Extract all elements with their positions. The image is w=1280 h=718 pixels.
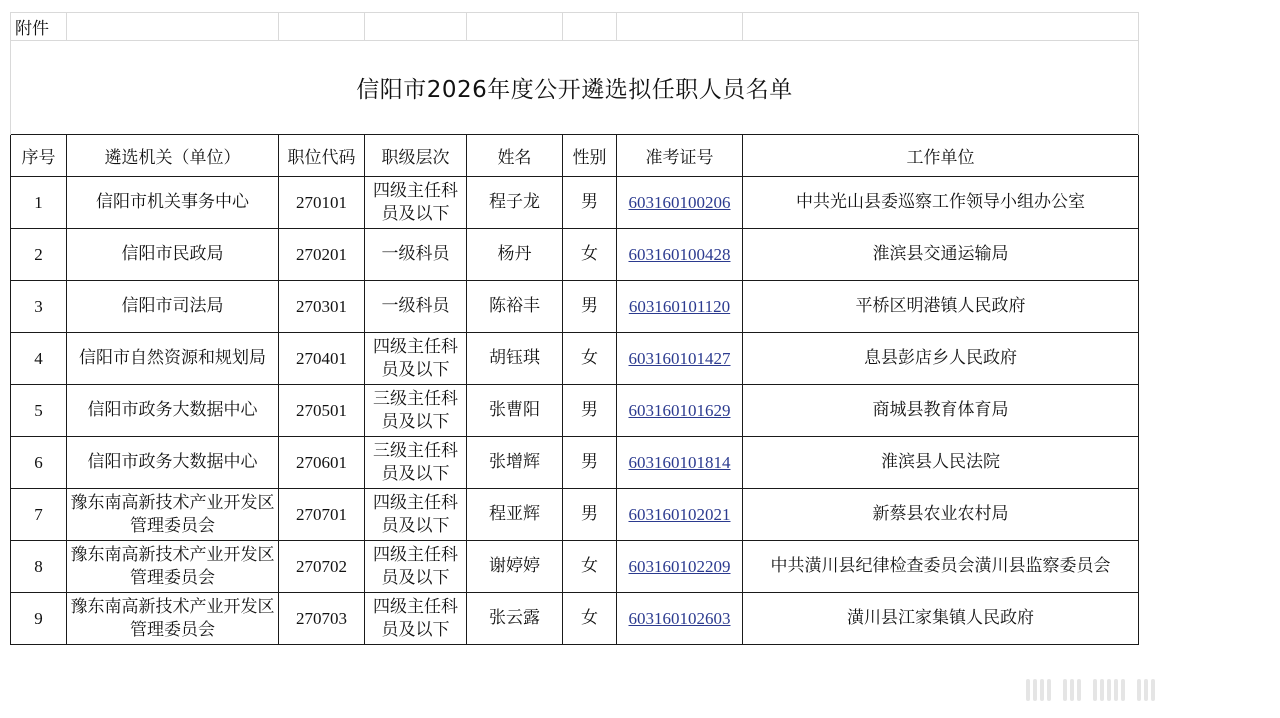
exam-number-link[interactable]: 603160101814 bbox=[628, 452, 731, 472]
exam-number-link[interactable]: 603160101120 bbox=[628, 296, 731, 316]
cell-agency: 信阳市政务大数据中心 bbox=[67, 437, 279, 489]
cell-position-code: 270701 bbox=[279, 489, 365, 541]
cell-rank-level: 三级主任科员及以下 bbox=[365, 385, 467, 437]
cell-agency: 信阳市司法局 bbox=[67, 281, 279, 333]
cell-exam-number bbox=[617, 437, 743, 489]
header-gender: 性别 bbox=[563, 135, 617, 177]
exam-number-link[interactable]: 603160101427 bbox=[628, 348, 731, 368]
cell-serial: 5 bbox=[11, 385, 67, 437]
cell-position-code: 270601 bbox=[279, 437, 365, 489]
cell-workplace: 息县彭店乡人民政府 bbox=[743, 333, 1139, 385]
cell-exam-number bbox=[617, 385, 743, 437]
cell-agency: 信阳市政务大数据中心 bbox=[67, 385, 279, 437]
cell-agency: 信阳市机关事务中心 bbox=[67, 177, 279, 229]
cell-rank-level: 四级主任科员及以下 bbox=[365, 333, 467, 385]
cell-rank-level: 四级主任科员及以下 bbox=[365, 177, 467, 229]
cell-name: 张云露 bbox=[467, 593, 563, 645]
cell-workplace: 中共潢川县纪律检查委员会潢川县监察委员会 bbox=[743, 541, 1139, 593]
exam-number-link[interactable]: 603160100428 bbox=[628, 244, 731, 264]
header-agency: 遴选机关（单位） bbox=[67, 135, 279, 177]
exam-number-link[interactable]: 603160100206 bbox=[628, 192, 731, 212]
cell-gender: 男 bbox=[563, 385, 617, 437]
table-row bbox=[11, 437, 1139, 489]
cell-workplace: 中共光山县委巡察工作领导小组办公室 bbox=[743, 177, 1139, 229]
cell-exam-number bbox=[617, 177, 743, 229]
cell-exam-number bbox=[617, 229, 743, 281]
cell-serial: 6 bbox=[11, 437, 67, 489]
document-title: 信阳市2026年度公开遴选拟任职人员名单 bbox=[11, 41, 1139, 135]
watermark bbox=[1026, 676, 1266, 704]
cell-rank-level: 四级主任科员及以下 bbox=[365, 489, 467, 541]
header-name: 姓名 bbox=[467, 135, 563, 177]
cell-name: 程子龙 bbox=[467, 177, 563, 229]
table-row bbox=[11, 489, 1139, 541]
cell-rank-level: 四级主任科员及以下 bbox=[365, 593, 467, 645]
appointment-list-table bbox=[10, 12, 1139, 645]
table-row bbox=[11, 281, 1139, 333]
cell-serial: 3 bbox=[11, 281, 67, 333]
cell-rank-level: 四级主任科员及以下 bbox=[365, 541, 467, 593]
table-row bbox=[11, 541, 1139, 593]
exam-number-link[interactable]: 603160102021 bbox=[628, 504, 731, 524]
table-body bbox=[11, 177, 1139, 645]
cell-name: 张曹阳 bbox=[467, 385, 563, 437]
table-row bbox=[11, 333, 1139, 385]
attachment-label: 附件 bbox=[11, 13, 67, 41]
header-serial: 序号 bbox=[11, 135, 67, 177]
cell-agency: 豫东南高新技术产业开发区管理委员会 bbox=[67, 593, 279, 645]
cell-exam-number bbox=[617, 489, 743, 541]
cell-serial: 7 bbox=[11, 489, 67, 541]
cell-name: 陈裕丰 bbox=[467, 281, 563, 333]
cell-serial: 4 bbox=[11, 333, 67, 385]
header-position-code: 职位代码 bbox=[279, 135, 365, 177]
cell-exam-number bbox=[617, 281, 743, 333]
cell-position-code: 270501 bbox=[279, 385, 365, 437]
cell-name: 程亚辉 bbox=[467, 489, 563, 541]
cell-rank-level: 三级主任科员及以下 bbox=[365, 437, 467, 489]
cell-gender: 男 bbox=[563, 177, 617, 229]
cell-serial: 1 bbox=[11, 177, 67, 229]
header-exam-number: 准考证号 bbox=[617, 135, 743, 177]
cell-exam-number bbox=[617, 593, 743, 645]
cell-agency: 豫东南高新技术产业开发区管理委员会 bbox=[67, 489, 279, 541]
title-row bbox=[11, 41, 1139, 135]
exam-number-link[interactable]: 603160102209 bbox=[628, 556, 731, 576]
cell-serial: 9 bbox=[11, 593, 67, 645]
header-workplace: 工作单位 bbox=[743, 135, 1139, 177]
table-header-row bbox=[11, 135, 1139, 177]
cell-position-code: 270401 bbox=[279, 333, 365, 385]
cell-workplace: 平桥区明港镇人民政府 bbox=[743, 281, 1139, 333]
cell-gender: 男 bbox=[563, 437, 617, 489]
cell-gender: 女 bbox=[563, 333, 617, 385]
table-row bbox=[11, 229, 1139, 281]
table-row bbox=[11, 385, 1139, 437]
cell-gender: 女 bbox=[563, 593, 617, 645]
header-rank-level: 职级层次 bbox=[365, 135, 467, 177]
cell-gender: 女 bbox=[563, 229, 617, 281]
cell-gender: 男 bbox=[563, 281, 617, 333]
cell-position-code: 270702 bbox=[279, 541, 365, 593]
exam-number-link[interactable]: 603160102603 bbox=[628, 608, 731, 628]
cell-workplace: 潢川县江家集镇人民政府 bbox=[743, 593, 1139, 645]
cell-exam-number bbox=[617, 541, 743, 593]
cell-workplace: 淮滨县交通运输局 bbox=[743, 229, 1139, 281]
cell-position-code: 270703 bbox=[279, 593, 365, 645]
cell-serial: 2 bbox=[11, 229, 67, 281]
cell-agency: 信阳市自然资源和规划局 bbox=[67, 333, 279, 385]
cell-agency: 信阳市民政局 bbox=[67, 229, 279, 281]
cell-exam-number bbox=[617, 333, 743, 385]
exam-number-link[interactable]: 603160101629 bbox=[628, 400, 731, 420]
cell-position-code: 270301 bbox=[279, 281, 365, 333]
cell-position-code: 270101 bbox=[279, 177, 365, 229]
cell-workplace: 淮滨县人民法院 bbox=[743, 437, 1139, 489]
cell-gender: 女 bbox=[563, 541, 617, 593]
table-row bbox=[11, 177, 1139, 229]
table-row bbox=[11, 593, 1139, 645]
cell-name: 胡钰琪 bbox=[467, 333, 563, 385]
cell-workplace: 商城县教育体育局 bbox=[743, 385, 1139, 437]
cell-workplace: 新蔡县农业农村局 bbox=[743, 489, 1139, 541]
attachment-row bbox=[11, 13, 1139, 41]
cell-name: 杨丹 bbox=[467, 229, 563, 281]
cell-rank-level: 一级科员 bbox=[365, 229, 467, 281]
cell-serial: 8 bbox=[11, 541, 67, 593]
cell-name: 谢婷婷 bbox=[467, 541, 563, 593]
cell-agency: 豫东南高新技术产业开发区管理委员会 bbox=[67, 541, 279, 593]
cell-gender: 男 bbox=[563, 489, 617, 541]
cell-position-code: 270201 bbox=[279, 229, 365, 281]
cell-rank-level: 一级科员 bbox=[365, 281, 467, 333]
cell-name: 张增辉 bbox=[467, 437, 563, 489]
